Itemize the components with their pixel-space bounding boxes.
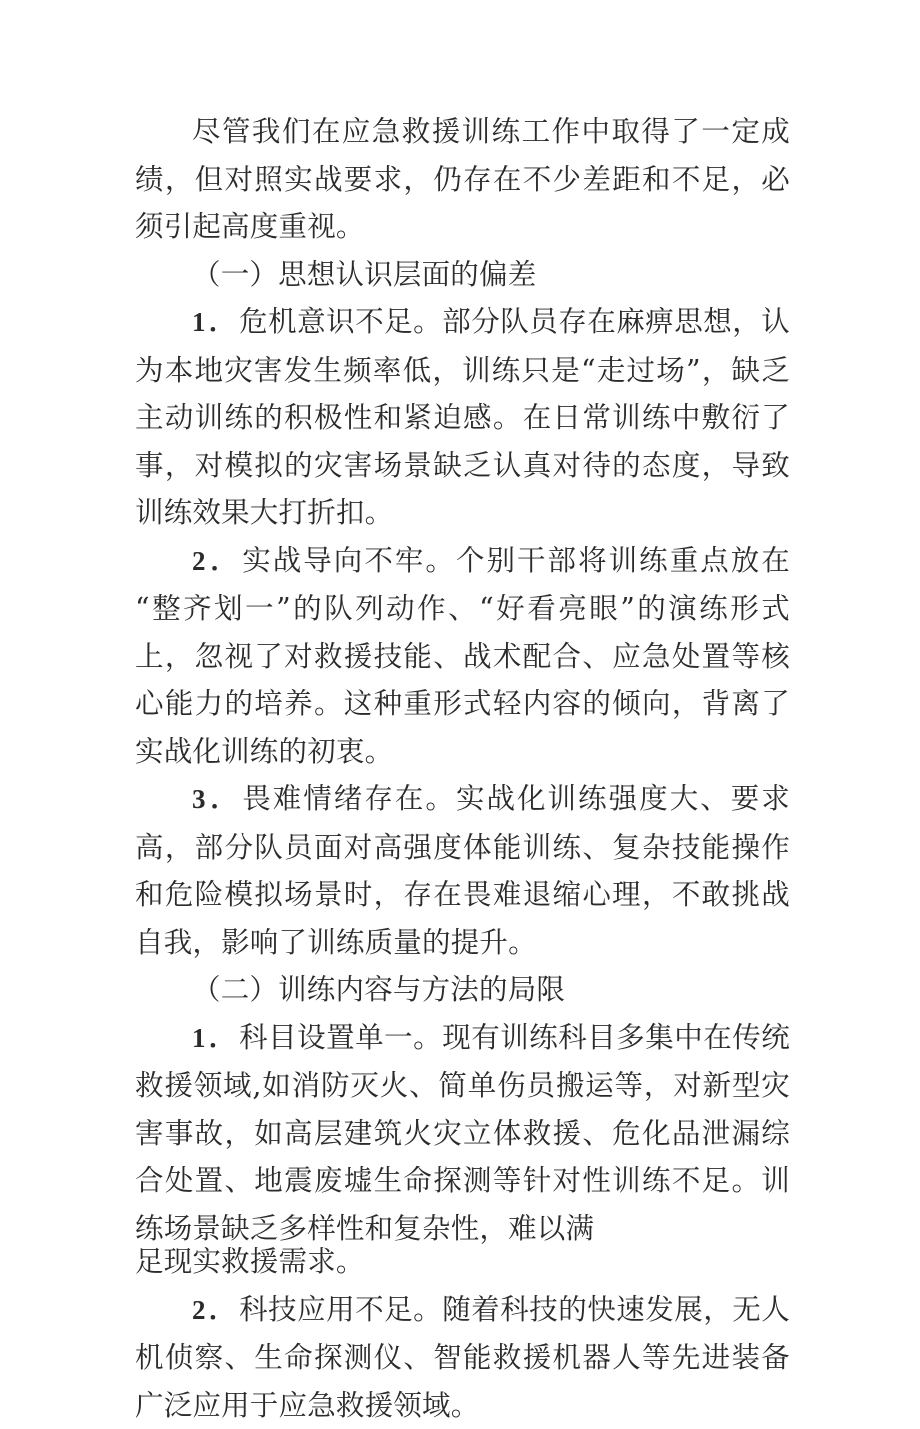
section-heading-text: （一）思想认识层面的偏差 <box>192 258 536 291</box>
section-heading-one <box>135 251 790 299</box>
item-number: 2 <box>192 1295 209 1325</box>
numbered-item-2-2 <box>135 1286 790 1429</box>
paragraph-text: 尽管我们在应急救援训练工作中取得了一定成绩，但对照实战要求，仍存在不少差距和不足，必须引起高度重视。 <box>135 115 790 243</box>
item-separator: ． <box>209 1295 240 1325</box>
document-body <box>135 108 790 1429</box>
item-text: 科目设置单一。现有训练科目多集中在传统救援领域,如消防灭火、简单伤员搬运等，对新型灾害事故，如高层建筑火灾立体救援、危化品泄漏综合处置、地震废墟生命探测等针对性训练不足。训练场景缺乏多样性和复杂性，难以满 <box>135 1021 790 1245</box>
item-text-continuation: 足现实救援需求。 <box>135 1238 790 1286</box>
item-text: 科技应用不足。随着科技的快速发展，无人机侦察、生命探测仪、智能救援机器人等先进装备广泛应用于应急救援领域。 <box>135 1293 790 1422</box>
item-number: 1 <box>192 307 209 337</box>
item-number: 3 <box>192 784 209 814</box>
section-heading-text: （二）训练内容与方法的局限 <box>192 973 565 1006</box>
section-heading-two <box>135 966 790 1014</box>
numbered-item-1-1 <box>135 298 790 537</box>
numbered-item-2-1 <box>135 1014 790 1286</box>
item-text: 实战导向不牢。个别干部将训练重点放在“整齐划一”的队列动作、“好看亮眼”的演练形式上，忽视了对救援技能、战术配合、应急处置等核心能力的培养。这种重形式轻内容的倾向，背离了实战化训练的初衷。 <box>135 544 790 768</box>
paragraph-intro <box>135 108 790 251</box>
item-text: 畏难情绪存在。实战化训练强度大、要求高，部分队员面对高强度体能训练、复杂技能操作和危险模拟场景时，存在畏难退缩心理，不敢挑战自我，影响了训练质量的提升。 <box>135 782 790 959</box>
item-separator: ． <box>209 1023 240 1053</box>
numbered-item-1-2 <box>135 537 790 776</box>
item-number: 2 <box>192 546 209 576</box>
item-separator: ． <box>209 307 240 337</box>
item-number: 1 <box>192 1023 209 1053</box>
numbered-item-1-3 <box>135 775 790 966</box>
item-text: 危机意识不足。部分队员存在麻痹思想，认为本地灾害发生频率低，训练只是“走过场”，缺乏主动训练的积极性和紧迫感。在日常训练中敷衍了事，对模拟的灾害场景缺乏认真对待的态度，导致训练效果大打折扣。 <box>135 305 790 529</box>
item-separator: ． <box>209 546 243 576</box>
item-separator: ． <box>209 784 243 814</box>
